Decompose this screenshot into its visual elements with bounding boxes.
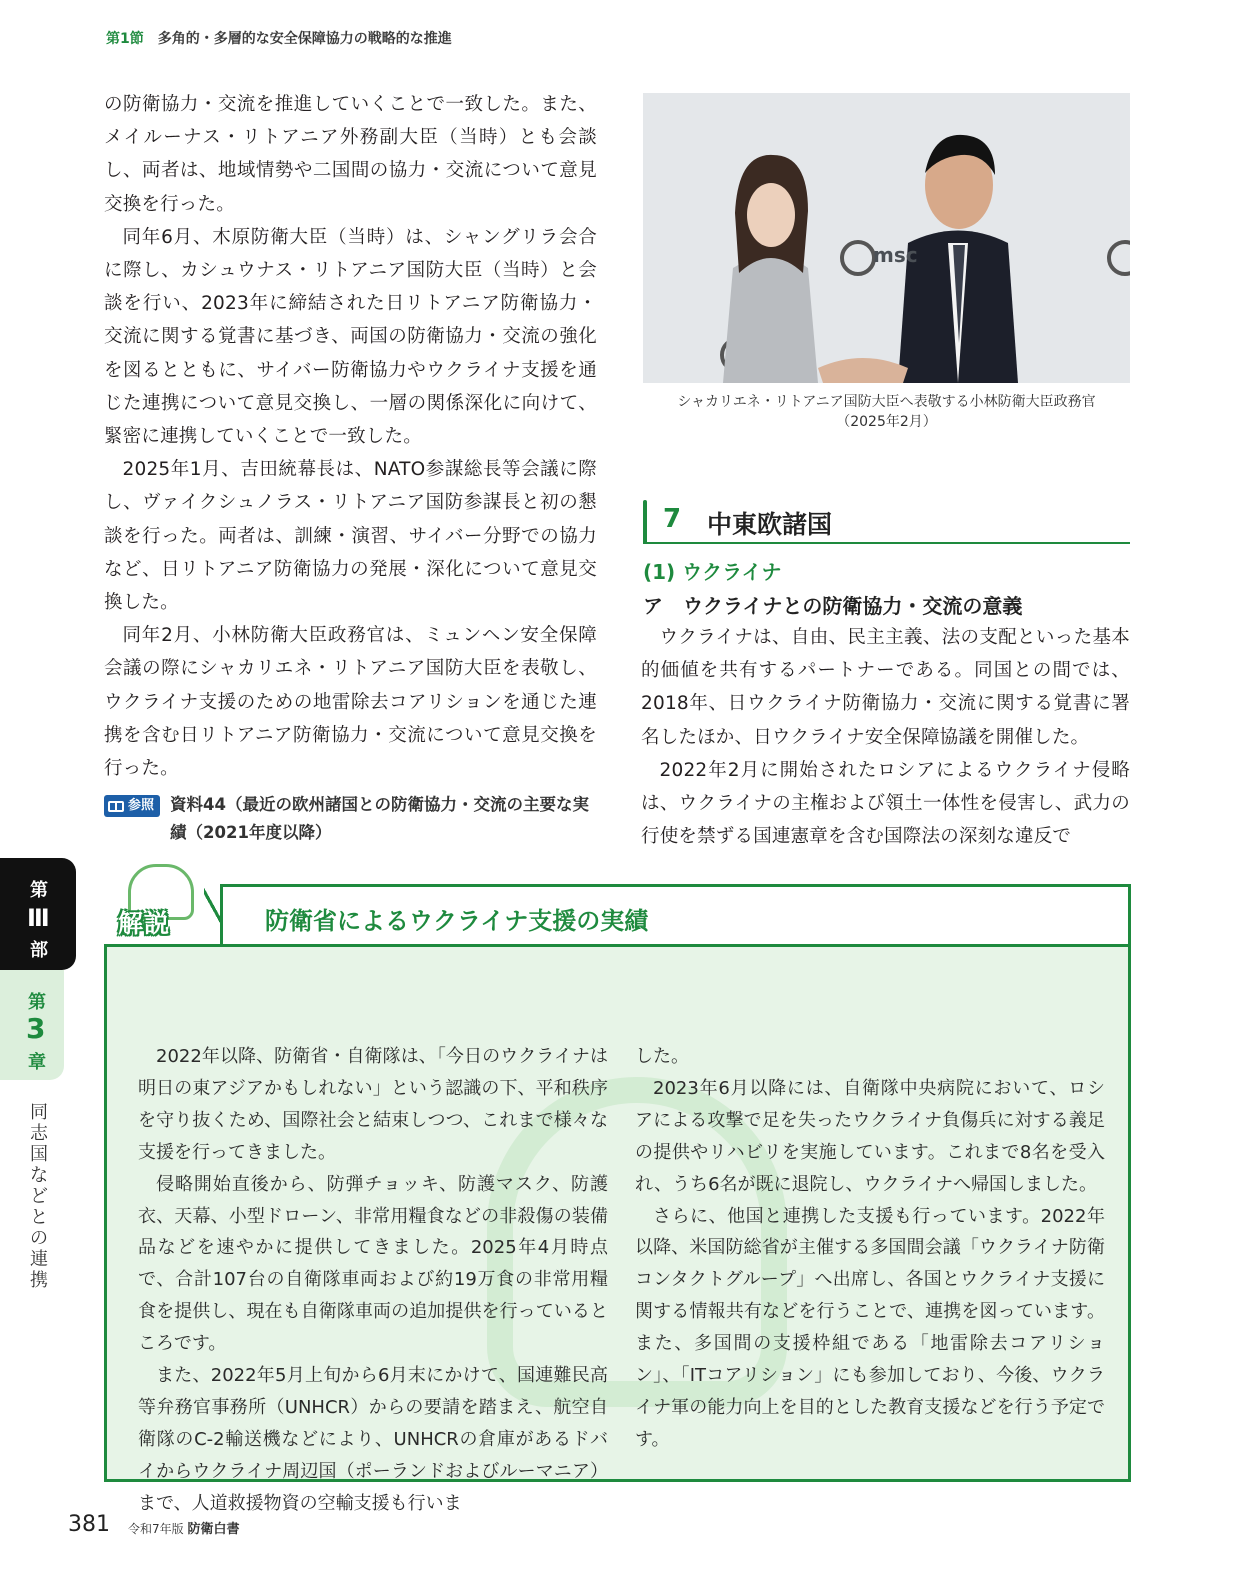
caption-line: （2025年2月） <box>836 414 937 430</box>
chapter-label: 章 <box>28 1052 46 1073</box>
paragraph: 侵略開始直後から、防弾チョッキ、防護マスク、防護衣、天幕、小型ドローン、非常用糧食などの非殺傷の装備品などを速やかに提供してきました。2025年4月時点で、合計107台の自衛隊車両および約19万食の非常用糧食を提供し、現在も自衛隊車両の追加提供を行っているところです。 <box>138 1173 608 1355</box>
right-column <box>641 621 1130 853</box>
left-column <box>104 88 597 847</box>
subsection-heading: (1) ウクライナ <box>643 560 782 584</box>
paragraph: 2022年以降、防衛省・自衛隊は、「今日のウクライナは明日の東アジアかもしれない」という認識の下、平和秩序を守り抜くため、国際社会と結束しつつ、これまで様々な支援を行ってきました。 <box>138 1046 608 1163</box>
paragraph: の防衛協力・交流を推進していくことで一致した。また、メイルーナス・リトアニア外務副大臣（当時）とも会談し、両者は、地域情勢や二国間の協力・交流について意見交換を行った。 <box>104 94 597 215</box>
publication-name: 防衛白書 <box>187 1522 240 1537</box>
reference-badge <box>104 795 160 817</box>
commentary-column-1 <box>138 1041 608 1520</box>
reference-text: 資料44（最近の欧州諸国との防衛協力・交流の主要な実績（2021年度以降） <box>170 795 589 843</box>
photo-caption <box>643 392 1130 432</box>
commentary-box <box>104 884 1131 1514</box>
commentary-title: 防衛省によるウクライナ支援の実績 <box>265 907 649 935</box>
commentary-title-box <box>220 884 1131 944</box>
edition: 令和7年版 <box>128 1522 184 1536</box>
section-7-heading <box>643 500 1130 544</box>
section-title: 多角的・多層的な安全保障協力の戦略的な推進 <box>157 31 452 47</box>
commentary-column-2 <box>635 1041 1105 1456</box>
part-number: Ⅲ <box>27 904 50 932</box>
reference-note <box>104 791 597 847</box>
photo-illustration <box>643 93 1130 383</box>
publication-label <box>128 1518 239 1537</box>
part-label: 部 <box>30 940 48 961</box>
paragraph: さらに、他国と連携した支援も行っています。2022年以降、米国防総省が主催する多国間会議「ウクライナ防衛コンタクトグループ」へ出席し、各国とウクライナ支援に関する情報共有などを行うことで、連携を図っています。また、多国間の支援枠組である「地雷除去コアリション」、「ITコアリション」にも参加しており、今後、ウクライナ軍の能力向上を目的とした教育支援などを行う予定です。 <box>635 1205 1105 1450</box>
paragraph: ウクライナは、自由、民主主義、法の支配といった基本的価値を共有するパートナーである。同国との間では、2018年、日ウクライナ防衛協力・交流に関する覚書に署名したほか、日ウクライナ安全保障協議を開催した。 <box>641 627 1130 748</box>
caption-line: シャカリエネ・リトアニア国防大臣へ表敬する小林防衛大臣政務官 <box>677 394 1096 410</box>
section-title: 中東欧諸国 <box>707 510 833 539</box>
subsubsection-heading: ア ウクライナとの防衛協力・交流の意義 <box>643 594 1023 618</box>
section-number: 7 <box>663 504 682 534</box>
chapter-title-vertical: 同志国などとの連携 <box>30 1102 48 1291</box>
heading-bar <box>643 500 647 544</box>
logo-text: msc <box>873 243 918 267</box>
chapter-number: 3 <box>26 1012 46 1045</box>
paragraph: 2025年1月、吉田統幕長は、NATO参謀総長等会議に際し、ヴァイクシュノラス・リトアニア国防参謀長と初の懇談を行った。両者は、訓練・演習、サイバー分野での協力など、日リトアニア防衛協力の発展・深化について意見交換した。 <box>104 459 597 614</box>
commentary-body <box>104 944 1131 1514</box>
paragraph: 2023年6月以降には、自衛隊中央病院において、ロシアによる攻撃で足を失ったウクライナ負傷兵に対する義足の提供やリハビリを実施しています。これまで8名を受入れ、うち6名が既に退院し、ウクライナへ帰国しました。 <box>635 1077 1105 1195</box>
part-label: 第 <box>30 880 48 901</box>
page-number: 381 <box>68 1512 110 1537</box>
running-head <box>106 28 452 48</box>
badge-label: 解説 <box>118 909 171 938</box>
chapter-label: 第 <box>28 992 46 1013</box>
paragraph: した。 <box>635 1046 689 1067</box>
part-tab <box>0 858 76 970</box>
paragraph: 同年6月、木原防衛大臣（当時）は、シャングリラ会合に際し、カシュウナス・リトアニア国防大臣（当時）と会談を行い、2023年に締結された日リトアニア防衛協力・交流に関する覚書に基づき、両国の防衛協力・交流の強化を図るとともに、サイバー防衛協力やウクライナ支援を通じた連携について意見交換し、一層の関係深化に向けて、緊密に連携していくことで一致した。 <box>104 226 597 448</box>
book-icon <box>108 801 124 812</box>
reference-badge-label: 参照 <box>128 798 155 814</box>
paragraph: 2022年2月に開始されたロシアによるウクライナ侵略は、ウクライナの主権および領土一体性を侵害し、武力の行使を禁ずる国連憲章を含む国際法の深刻な違反で <box>641 759 1130 848</box>
paragraph: また、2022年5月上旬から6月末にかけて、国連難民高等弁務官事務所（UNHCR）からの要請を踏まえ、航空自衛隊のC-2輸送機などにより、UNHCRの倉庫があるドバイからウクライナ周辺国（ポーランドおよびルーマニア）まで、人道救援物資の空輸支援も行いま <box>138 1365 608 1514</box>
section-label: 第1節 <box>106 31 144 47</box>
chapter-tab <box>0 970 64 1080</box>
heading-rule <box>643 542 1130 544</box>
paragraph: 同年2月、小林防衛大臣政務官は、ミュンヘン安全保障会議の際にシャカリエネ・リトアニア国防大臣を表敬し、ウクライナ支援のための地雷除去コアリションを通じた連携を含む日リトアニア防衛協力・交流について意見交換を行った。 <box>104 625 597 780</box>
meeting-photo <box>643 93 1130 383</box>
commentary-badge <box>114 892 212 952</box>
